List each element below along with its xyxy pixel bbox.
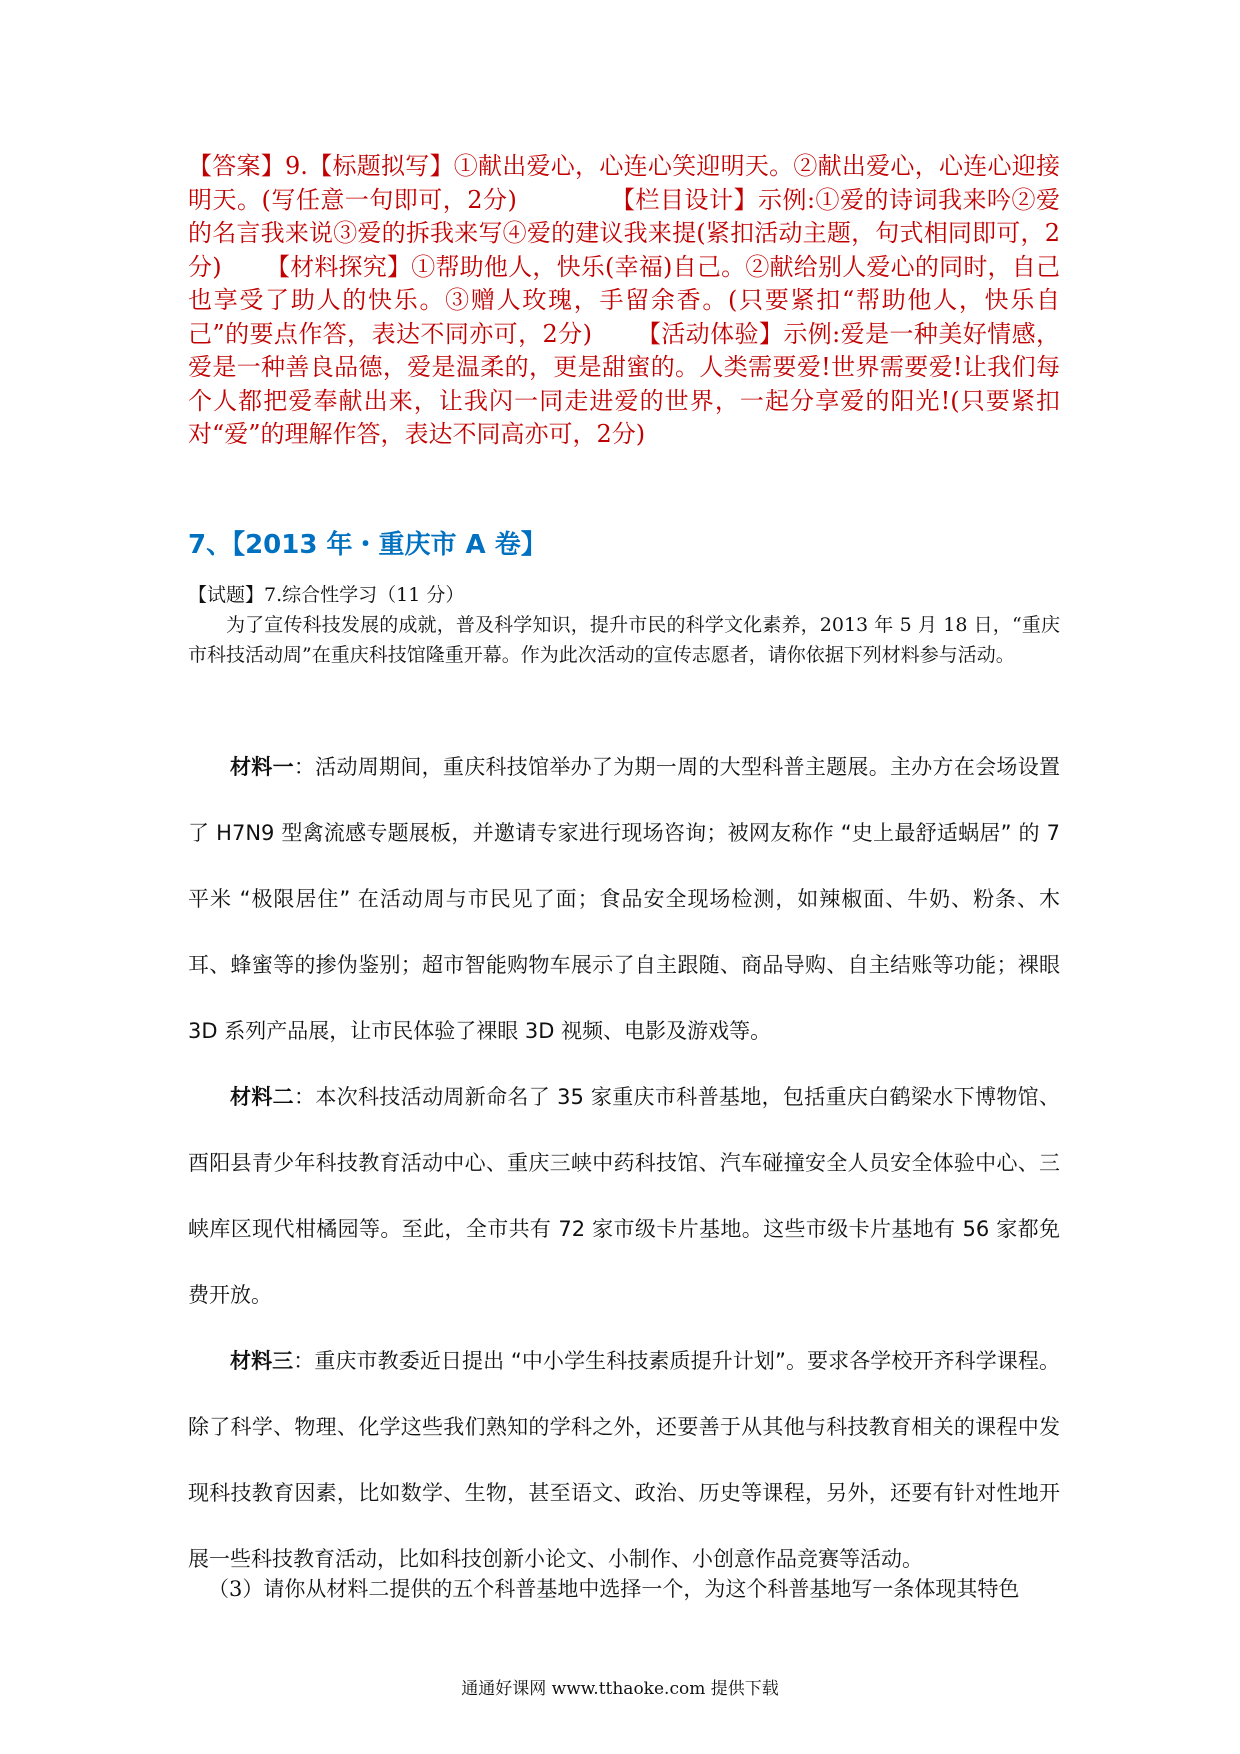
page-footer: 通通好课网 www.tthaoke.com 提供下载: [461, 1679, 779, 1699]
material-text: ：重庆市教委近日提出 “中小学生科技素质提升计划”。要求各学校开齐科学课程。除了科学、物理、化学这些我们熟知的学科之外，还要善于从其他与科技教育相关的课程中发现科技教育因素，比如数学、生物，甚至语文、政治、历史等课程，另外，还要有针对性地开展一些科技教育活动，比如科技创新小论文、小制作、小创意作品竞赛等活动。: [188, 1349, 1061, 1571]
sub-question: （3）请你从材料二提供的五个科普基地中选择一个，为这个科普基地写一条体现其特色: [208, 1577, 1020, 1601]
section-heading: 7、【2013 年・重庆市 A 卷】: [188, 530, 547, 560]
material-text: ：本次科技活动周新命名了 35 家重庆市科普基地，包括重庆白鹤梁水下博物馆、酉阳县青少年科技教育活动中心、重庆三峡中药科技馆、汽车碰撞安全人员安全体验中心、三峡库区现代柑橘园等。至此，全市共有 72 家市级卡片基地。这些市级卡片基地有 56 家都免费开放。: [188, 1085, 1061, 1307]
material-item: [188, 734, 1060, 1064]
question-intro: [188, 580, 1060, 670]
material-label: 材料一: [230, 755, 294, 779]
question-label: 【试题】7.综合性学习（11 分）: [188, 584, 465, 606]
answer-block: 【答案】9.【标题拟写】①献出爱心，心连心笑迎明天。②献出爱心，心连心迎接明天。(写任意一句即可，2分) 【栏目设计】示例:①爱的诗词我来吟②爱的名言我来说③爱的拆我来写④爱的建议我来提(紧扣活动主题，句式相同即可，2分) 【材料探究】①帮助他人，快乐(幸福)自己。②献给别人爱心的同时，自己也享受了助人的快乐。③赠人玫瑰，手留余香。(只要紧扣“帮助他人，快乐自己”的要点作答，表达不同亦可，2分) 【活动体验】示例:爱是一种美好情感，爱是一种善良品德，爱是温柔的，更是甜蜜的。人类需要爱!世界需要爱!让我们每个人都把爱奉献出来，让我闪一同走进爱的世界，一起分享爱的阳光!(只要紧扣对“爱”的理解作答，表达不同高亦可，2分): [188, 152, 1060, 448]
material-text: ：活动周期间，重庆科技馆举办了为期一周的大型科普主题展。主办方在会场设置了 H7N9 型禽流感专题展板，并邀请专家进行现场咨询；被网友称作 “史上最舒适蜗居” 的 7 平米 “极限居住” 在活动周与市民见了面；食品安全现场检测，如辣椒面、牛奶、粉条、木耳、蜂蜜等的掺伪鉴别；超市智能购物车展示了自主跟随、商品导购、自主结账等功能；裸眼 3D 系列产品展，让市民体验了裸眼 3D 视频、电影及游戏等。: [188, 755, 1061, 1043]
material-label: 材料三: [230, 1349, 294, 1373]
materials-list: [188, 734, 1060, 1592]
material-item: [188, 1328, 1060, 1592]
material-label: 材料二: [230, 1085, 295, 1109]
question-intro-text: 为了宣传科技发展的成就，普及科学知识，提升市民的科学文化素养，2013 年 5 月 18 日，“重庆市科技活动周”在重庆科技馆隆重开幕。作为此次活动的宣传志愿者，请你依据下列材料参与活动。: [188, 614, 1060, 666]
material-item: [188, 1064, 1060, 1328]
